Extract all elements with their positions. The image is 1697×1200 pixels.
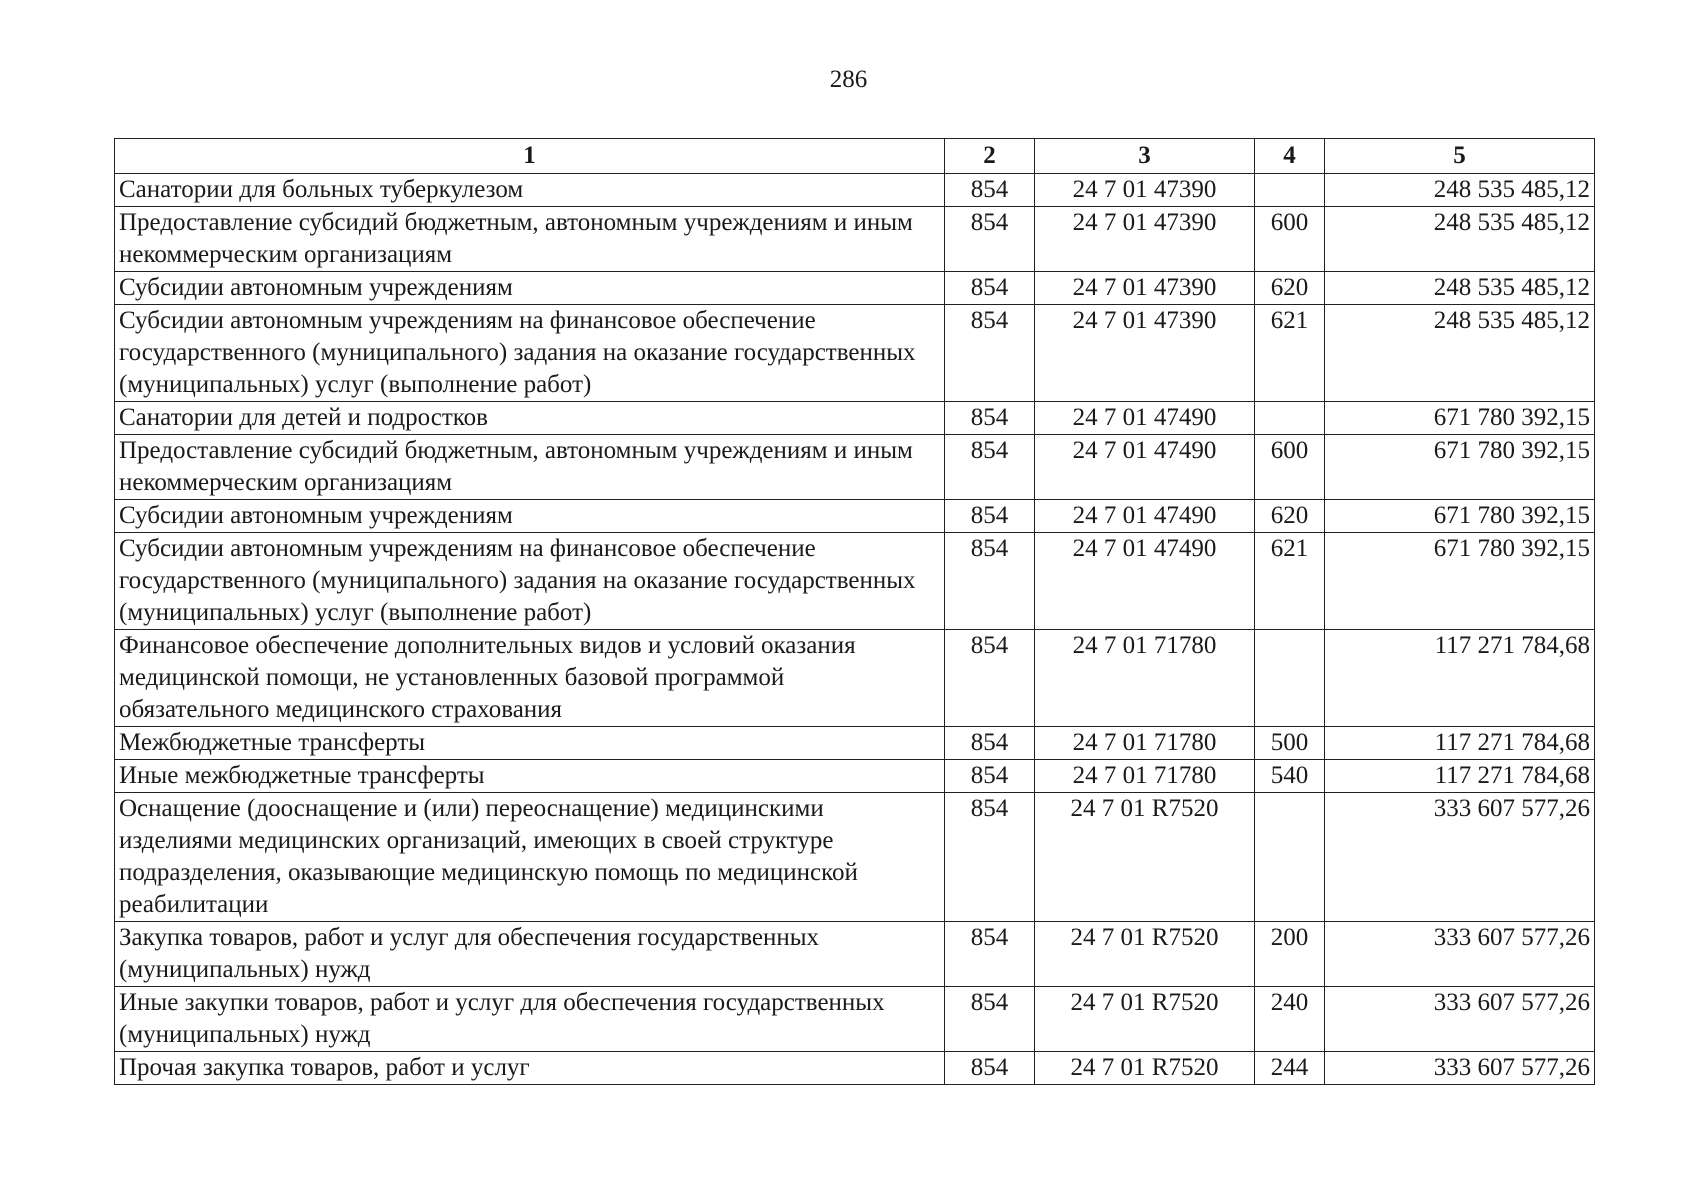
- row-code-ministry: 854: [945, 987, 1035, 1052]
- row-code-article: 24 7 01 47390: [1035, 174, 1255, 207]
- row-code-article: 24 7 01 47390: [1035, 305, 1255, 402]
- row-code-ministry: 854: [945, 207, 1035, 272]
- row-code-article: 24 7 01 47490: [1035, 435, 1255, 500]
- row-code-expense-type: [1255, 793, 1325, 922]
- row-amount: 117 271 784,68: [1325, 760, 1595, 793]
- row-code-expense-type: [1255, 174, 1325, 207]
- header-col-5: 5: [1325, 139, 1595, 174]
- row-code-article: 24 7 01 R7520: [1035, 1052, 1255, 1085]
- row-code-article: 24 7 01 R7520: [1035, 793, 1255, 922]
- row-description: Субсидии автономным учреждениям: [115, 500, 945, 533]
- row-description: Прочая закупка товаров, работ и услуг: [115, 1052, 945, 1085]
- row-amount: 117 271 784,68: [1325, 630, 1595, 727]
- row-code-expense-type: 620: [1255, 272, 1325, 305]
- table-body: [115, 174, 1595, 1085]
- row-code-article: 24 7 01 71780: [1035, 760, 1255, 793]
- row-code-ministry: 854: [945, 500, 1035, 533]
- row-code-ministry: 854: [945, 727, 1035, 760]
- row-amount: 671 780 392,15: [1325, 402, 1595, 435]
- table-row: [115, 1052, 1595, 1085]
- row-code-expense-type: 200: [1255, 922, 1325, 987]
- row-code-ministry: 854: [945, 305, 1035, 402]
- row-code-expense-type: 621: [1255, 533, 1325, 630]
- row-description: Санатории для больных туберкулезом: [115, 174, 945, 207]
- row-description: Субсидии автономным учреждениям на финансовое обеспечение государственного (муниципального) задания на оказание государственных (муниципальных) услуг (выполнение работ): [115, 305, 945, 402]
- row-amount: 333 607 577,26: [1325, 922, 1595, 987]
- budget-table: [114, 138, 1595, 1085]
- row-description: Закупка товаров, работ и услуг для обеспечения государственных (муниципальных) нужд: [115, 922, 945, 987]
- row-code-ministry: 854: [945, 402, 1035, 435]
- row-amount: 671 780 392,15: [1325, 435, 1595, 500]
- row-amount: 248 535 485,12: [1325, 207, 1595, 272]
- table-row: [115, 174, 1595, 207]
- row-code-ministry: 854: [945, 1052, 1035, 1085]
- header-col-4: 4: [1255, 139, 1325, 174]
- row-code-expense-type: 540: [1255, 760, 1325, 793]
- row-code-article: 24 7 01 47490: [1035, 533, 1255, 630]
- row-description: Санатории для детей и подростков: [115, 402, 945, 435]
- row-description: Субсидии автономным учреждениям на финансовое обеспечение государственного (муниципального) задания на оказание государственных (муниципальных) услуг (выполнение работ): [115, 533, 945, 630]
- row-code-ministry: 854: [945, 533, 1035, 630]
- row-description: Оснащение (дооснащение и (или) переоснащение) медицинскими изделиями медицинских организаций, имеющих в своей структуре подразделения, оказывающие медицинскую помощь по медицинской реабилитации: [115, 793, 945, 922]
- row-amount: 117 271 784,68: [1325, 727, 1595, 760]
- row-code-article: 24 7 01 71780: [1035, 727, 1255, 760]
- row-code-expense-type: 621: [1255, 305, 1325, 402]
- row-code-ministry: 854: [945, 793, 1035, 922]
- row-description: Иные закупки товаров, работ и услуг для обеспечения государственных (муниципальных) нужд: [115, 987, 945, 1052]
- table-row: [115, 305, 1595, 402]
- header-col-1: 1: [115, 139, 945, 174]
- row-code-expense-type: 620: [1255, 500, 1325, 533]
- header-col-2: 2: [945, 139, 1035, 174]
- row-code-ministry: 854: [945, 272, 1035, 305]
- row-code-article: 24 7 01 47390: [1035, 272, 1255, 305]
- table-row: [115, 760, 1595, 793]
- row-description: Предоставление субсидий бюджетным, автономным учреждениям и иным некоммерческим организациям: [115, 207, 945, 272]
- row-code-article: 24 7 01 R7520: [1035, 987, 1255, 1052]
- row-description: Субсидии автономным учреждениям: [115, 272, 945, 305]
- table-row: [115, 533, 1595, 630]
- row-amount: 333 607 577,26: [1325, 987, 1595, 1052]
- row-amount: 248 535 485,12: [1325, 305, 1595, 402]
- header-col-3: 3: [1035, 139, 1255, 174]
- row-description: Межбюджетные трансферты: [115, 727, 945, 760]
- row-code-article: 24 7 01 47490: [1035, 402, 1255, 435]
- row-code-expense-type: 600: [1255, 207, 1325, 272]
- row-code-ministry: 854: [945, 435, 1035, 500]
- row-amount: 671 780 392,15: [1325, 500, 1595, 533]
- table-row: [115, 500, 1595, 533]
- row-code-expense-type: [1255, 402, 1325, 435]
- row-code-expense-type: 600: [1255, 435, 1325, 500]
- row-code-expense-type: 500: [1255, 727, 1325, 760]
- row-code-ministry: 854: [945, 922, 1035, 987]
- row-amount: 333 607 577,26: [1325, 1052, 1595, 1085]
- row-code-article: 24 7 01 71780: [1035, 630, 1255, 727]
- row-code-expense-type: [1255, 630, 1325, 727]
- row-code-article: 24 7 01 R7520: [1035, 922, 1255, 987]
- row-code-ministry: 854: [945, 174, 1035, 207]
- table-row: [115, 272, 1595, 305]
- table-row: [115, 630, 1595, 727]
- page-number: 286: [829, 66, 868, 93]
- row-description: Финансовое обеспечение дополнительных видов и условий оказания медицинской помощи, не установленных базовой программой обязательного медицинского страхования: [115, 630, 945, 727]
- table-row: [115, 727, 1595, 760]
- table-row: [115, 793, 1595, 922]
- row-amount: 248 535 485,12: [1325, 174, 1595, 207]
- table-header-row: [115, 139, 1595, 174]
- row-code-expense-type: 244: [1255, 1052, 1325, 1085]
- row-amount: 671 780 392,15: [1325, 533, 1595, 630]
- row-code-ministry: 854: [945, 630, 1035, 727]
- row-code-expense-type: 240: [1255, 987, 1325, 1052]
- table-row: [115, 987, 1595, 1052]
- table-row: [115, 922, 1595, 987]
- row-description: Иные межбюджетные трансферты: [115, 760, 945, 793]
- row-description: Предоставление субсидий бюджетным, автономным учреждениям и иным некоммерческим организациям: [115, 435, 945, 500]
- table-row: [115, 435, 1595, 500]
- row-amount: 248 535 485,12: [1325, 272, 1595, 305]
- row-code-ministry: 854: [945, 760, 1035, 793]
- table-row: [115, 402, 1595, 435]
- row-code-article: 24 7 01 47490: [1035, 500, 1255, 533]
- table-row: [115, 207, 1595, 272]
- row-amount: 333 607 577,26: [1325, 793, 1595, 922]
- row-code-article: 24 7 01 47390: [1035, 207, 1255, 272]
